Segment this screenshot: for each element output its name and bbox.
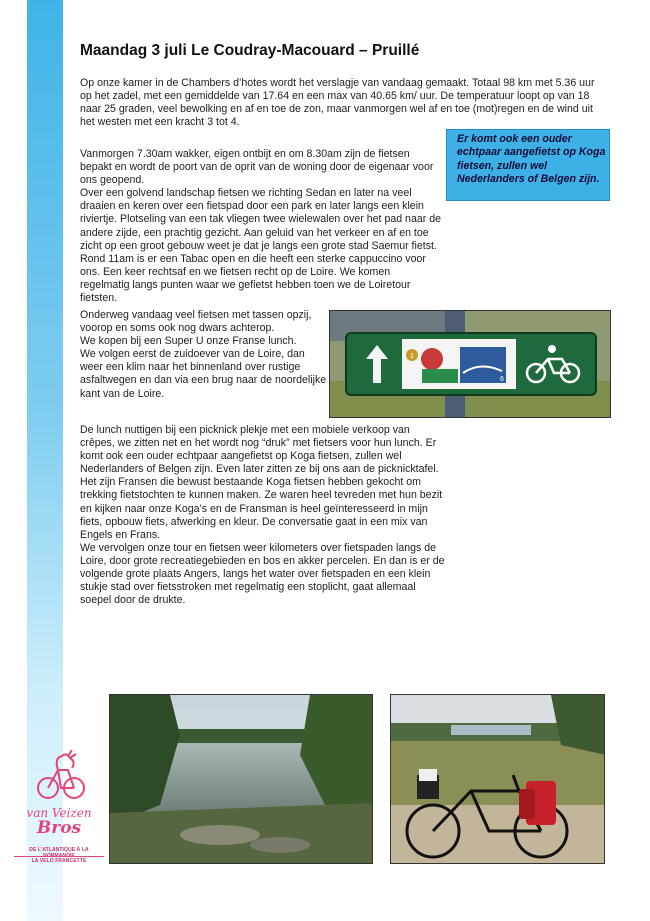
van-velzen-bros-logo xyxy=(14,750,104,868)
logo-line-2: Bros xyxy=(36,818,82,838)
lake-photo xyxy=(109,694,373,864)
svg-text:1: 1 xyxy=(410,353,414,360)
svg-text:6: 6 xyxy=(500,376,504,383)
body-text-part-3: De lunch nuttigen bij een picknick plekje met een mobiele verkoop van crêpes, we zitten net en het wordt nog “druk” met fietsers voor hun lunch. Er komt ook een ouder echtpaar aangefietst op Koga fietsen, zullen wel Nederlanders of Belgen zijn. Even later zitten ze bij ons aan de picknicktafel. Het zijn Fransen die bewust bestaande Koga fietsen hebben gekocht om trekking fietstochten te kunnen maken. Ze waren heel tevreden met hun bezit en kijken naar onze Koga’s en de Fransman is heel geïnteresseerd in mijn fiets, opbouw fiets, afwerking en kleur. De conversatie gaat in een mix van Engels en Frans. We vervolgen onze tour en fietsen weer kilometers over fietspaden langs de Loire, door grote recreatiegebieden en bos en akker percelen. En dan is er de volgende grote plaats Angers, langs het water over fietspaden en een klein stukje stad over fietsstroken met regelmatig een stoplicht, gaat allemaal soepel door de drukte. xyxy=(80,424,445,607)
logo-route-name: LA VELO FRANCETTE xyxy=(14,856,104,864)
route-sign-photo xyxy=(329,310,611,418)
body-text-part-1: Vanmorgen 7.30am wakker, eigen ontbijt en om 8.30am zijn de fietsen bepakt en wordt de poort van de oprit van de woning door de eigenaar voor ons geopend. Over een golvend landschap fietsen we richting Sedan en later na veel draaien en keren over een fietspad door een park en later langs een klein riviertje. Plotseling van een tak vliegen twee wielewalen over het pad naar de andere zijde, een prachtig gezicht. Aan geluid van het verkeer en af en toe zicht op een groot gebouw weet je dat je langs een grote stad Saemur fietst. Rond 11am is er een Tabac open en die heeft een sterke cappuccino voor ons. Een keer rechtsaf en we fietsen recht op de Loire. We komen regelmatig langs punten waar we gefietst hebben toen we de Loiretour fietsten. xyxy=(80,148,441,305)
page-title: Maandag 3 juli Le Coudray-Macouard – Pruillé xyxy=(80,42,420,59)
rooster-bicycle-icon xyxy=(14,750,104,806)
logo-tagline: DE L'ATLANTIQUE À LA NORMANDIE xyxy=(29,847,89,859)
bicycle-photo xyxy=(390,694,605,864)
intro-paragraph: Op onze kamer in de Chambers d’hotes wordt het verslagje van vandaag gemaakt. Totaal 98 km met 5.36 uur op het zadel, met een gemiddelde van 17.64 en een max van 40.65 km/ uur. De temperatuur loopt op van 18 naar 25 graden, veel bewolking en af en toe de zon, maar vanmorgen wel af en toe (mot)regen en de wind uit het westen met een kracht 3 tot 4. xyxy=(80,77,595,129)
logo-line-1: van Veizen xyxy=(26,806,92,820)
body-text-part-2: Onderweg vandaag veel fietsen met tassen opzij, voorop en soms ook nog dwars achterop. We kopen bij een Super U onze Franse lunch. We volgen eerst de zuidoever van de Loire, dan weer een klim naar het binnenland over rustige asfaltwegen en dan via een brug naar de noordelijke kant van de Loire. xyxy=(80,309,327,400)
callout-box: Er komt ook een ouder echtpaar aangefietst op Koga fietsen, zullen wel Nederlanders of Belgen zijn. xyxy=(446,129,610,201)
